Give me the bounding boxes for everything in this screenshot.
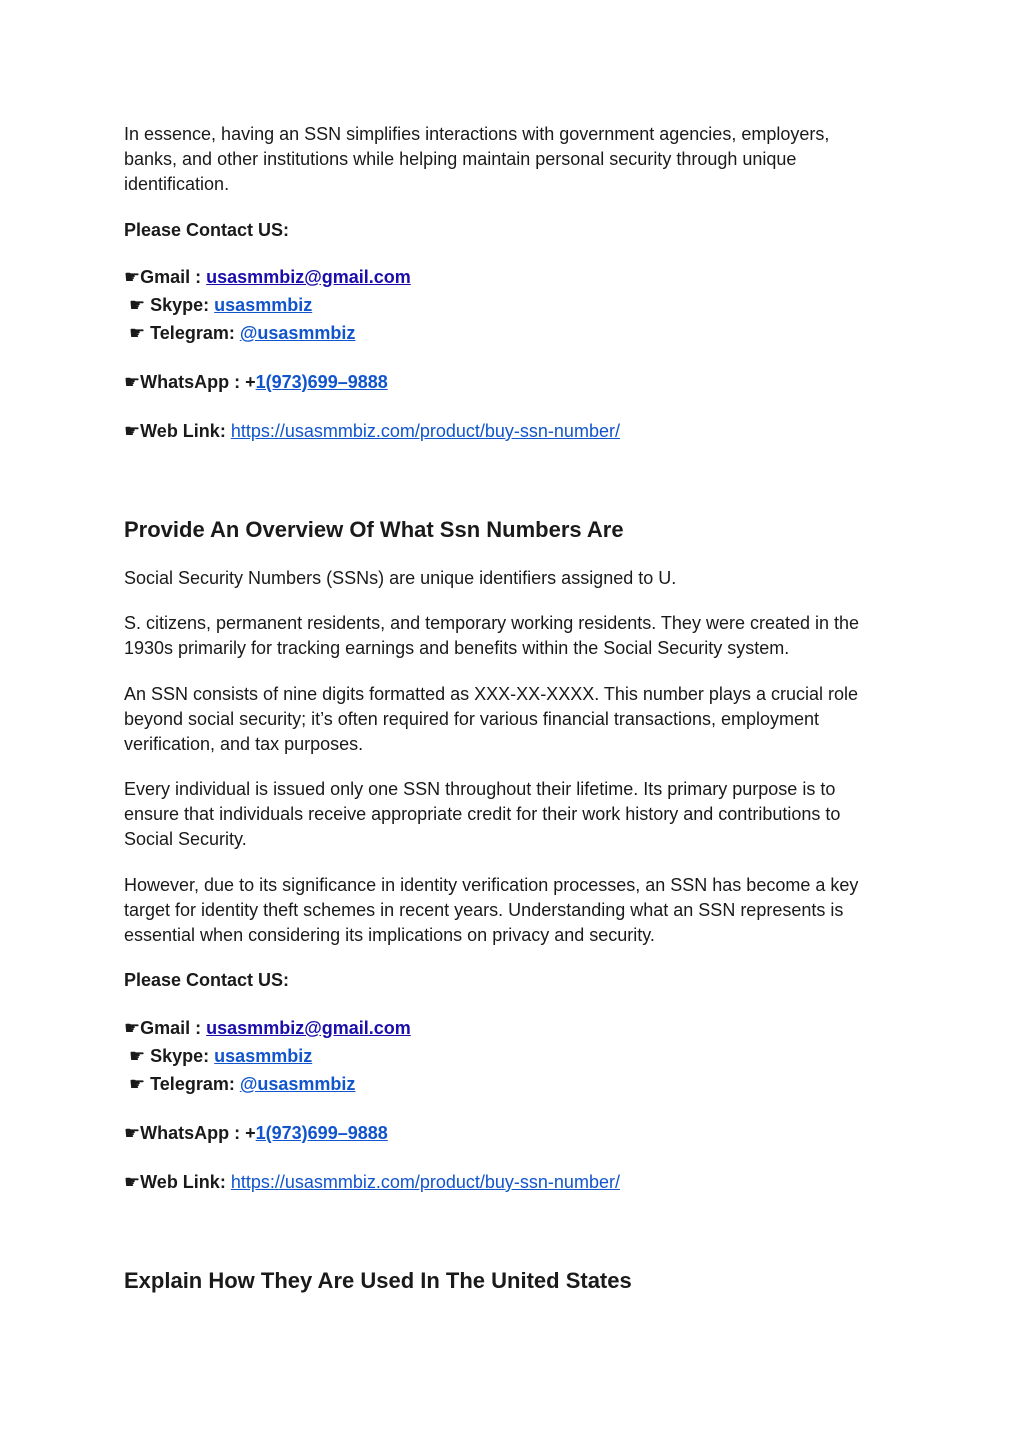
pointing-hand-icon: ☛ bbox=[124, 372, 141, 392]
pointing-hand-icon: ☛ bbox=[124, 1123, 141, 1143]
gmail-line bbox=[124, 1016, 411, 1041]
pointing-hand-icon: ☛ bbox=[129, 295, 146, 315]
gmail-label: Gmail : bbox=[140, 1018, 207, 1038]
gmail-line bbox=[124, 265, 411, 290]
paragraph-line: essential when considering its implications on privacy and security. bbox=[124, 925, 655, 945]
telegram-label: Telegram: bbox=[145, 1074, 240, 1094]
paragraph-line: S. citizens, permanent residents, and temporary working residents. They were created in the bbox=[124, 613, 860, 633]
telegram-link[interactable]: @usasmmbiz bbox=[239, 1074, 356, 1094]
gmail-link[interactable]: usasmmbiz@gmail.com bbox=[206, 267, 411, 287]
pointing-hand-icon: ☛ bbox=[129, 1046, 146, 1066]
paragraph-line: ensure that individuals receive appropriate credit for their work history and contributions to bbox=[124, 804, 841, 824]
contact-heading: Please Contact US: bbox=[124, 970, 290, 990]
web-link-line bbox=[124, 419, 620, 444]
paragraph-line: Every individual is issued only one SSN throughout their lifetime. Its primary purpose is to bbox=[124, 779, 836, 799]
skype-line bbox=[124, 293, 312, 318]
contact-heading: Please Contact US: bbox=[124, 220, 290, 240]
pointing-hand-icon: ☛ bbox=[129, 323, 146, 343]
web-link-line bbox=[124, 1170, 620, 1195]
intro-line: identification. bbox=[124, 174, 230, 194]
skype-link[interactable]: usasmmbiz bbox=[214, 1046, 313, 1066]
skype-line bbox=[124, 1044, 312, 1069]
web-link[interactable]: https://usasmmbiz.com/product/buy-ssn-number/ bbox=[230, 1172, 620, 1192]
paragraph-line: An SSN consists of nine digits formatted as XXX-XX-XXXX. This number plays a crucial role bbox=[124, 684, 858, 704]
telegram-line bbox=[124, 321, 355, 346]
pointing-hand-icon: ☛ bbox=[124, 267, 141, 287]
whatsapp-label: WhatsApp : + bbox=[140, 372, 256, 392]
telegram-line bbox=[124, 1072, 355, 1097]
paragraph-line: However, due to its significance in identity verification processes, an SSN has become a key bbox=[124, 875, 859, 895]
intro-line: In essence, having an SSN simplifies interactions with government agencies, employers, bbox=[124, 124, 830, 144]
pointing-hand-icon: ☛ bbox=[124, 421, 141, 441]
whatsapp-line bbox=[124, 1121, 388, 1146]
pointing-hand-icon: ☛ bbox=[124, 1172, 141, 1192]
pointing-hand-icon: ☛ bbox=[129, 1074, 146, 1094]
telegram-label: Telegram: bbox=[145, 323, 240, 343]
section-heading-overview: Provide An Overview Of What Ssn Numbers Are bbox=[124, 517, 624, 542]
body-paragraph bbox=[124, 566, 904, 591]
paragraph-line: 1930s primarily for tracking earnings and benefits within the Social Security system. bbox=[124, 638, 790, 658]
whatsapp-link[interactable]: 1(973)699–9888 bbox=[255, 1123, 388, 1143]
telegram-link[interactable]: @usasmmbiz bbox=[239, 323, 356, 343]
whatsapp-link[interactable]: 1(973)699–9888 bbox=[255, 372, 388, 392]
web-link-label: Web Link: bbox=[140, 1172, 231, 1192]
skype-label: Skype: bbox=[145, 1046, 215, 1066]
body-paragraph bbox=[124, 611, 904, 661]
paragraph-line: verification, and tax purposes. bbox=[124, 734, 364, 754]
skype-link[interactable]: usasmmbiz bbox=[214, 295, 313, 315]
whatsapp-label: WhatsApp : + bbox=[140, 1123, 256, 1143]
whatsapp-line bbox=[124, 370, 388, 395]
paragraph-line: target for identity theft schemes in recent years. Understanding what an SSN represents is bbox=[124, 900, 844, 920]
section-heading-usage: Explain How They Are Used In The United States bbox=[124, 1268, 632, 1293]
paragraph-line: beyond social security; it’s often required for various financial transactions, employment bbox=[124, 709, 820, 729]
body-paragraph bbox=[124, 777, 904, 852]
skype-label: Skype: bbox=[145, 295, 215, 315]
body-paragraph bbox=[124, 873, 904, 948]
gmail-label: Gmail : bbox=[140, 267, 207, 287]
web-link[interactable]: https://usasmmbiz.com/product/buy-ssn-number/ bbox=[230, 421, 620, 441]
paragraph-line: Social Security. bbox=[124, 829, 247, 849]
web-link-label: Web Link: bbox=[140, 421, 231, 441]
intro-line: banks, and other institutions while helping maintain personal security through unique bbox=[124, 149, 797, 169]
pointing-hand-icon: ☛ bbox=[124, 1018, 141, 1038]
intro-paragraph bbox=[124, 122, 904, 197]
gmail-link[interactable]: usasmmbiz@gmail.com bbox=[206, 1018, 411, 1038]
paragraph-line: Social Security Numbers (SSNs) are unique identifiers assigned to U. bbox=[124, 568, 677, 588]
body-paragraph bbox=[124, 682, 904, 757]
